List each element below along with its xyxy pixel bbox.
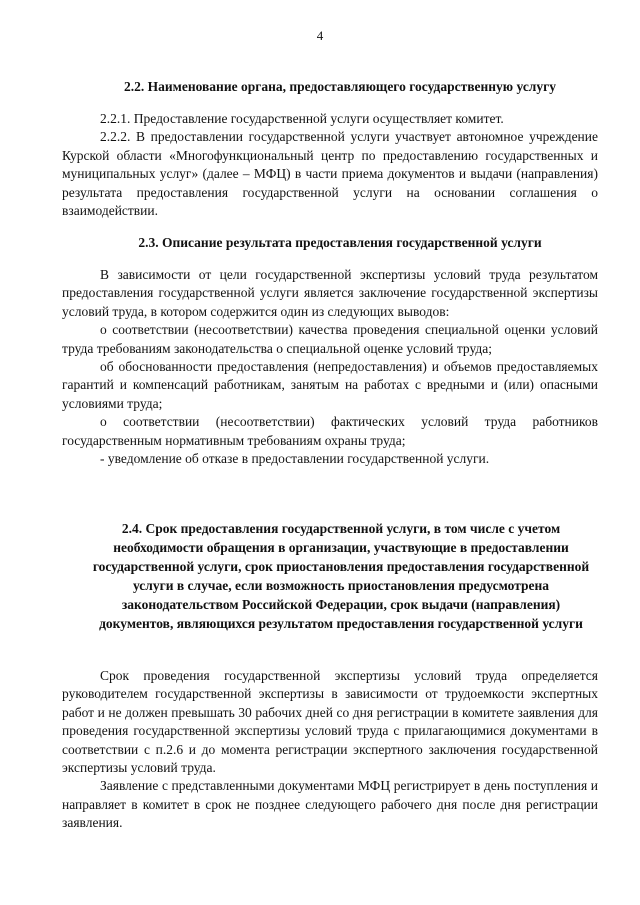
section-2-4-heading: 2.4. Срок предоставления государственной услуги, в том числе с учетом необходимости обращения в организации, участвующие в предоставлении государственной услуги, срок приостановления предоставления государственной услуги в случае, если возможность приостановления предусмотрена законодательством Российской Федерации, срок выдачи (направления) документов, являющихся результатом предоставления государственной услуги bbox=[92, 521, 590, 631]
section-2-3-heading: 2.3. Описание результата предоставления государственной услуги bbox=[138, 235, 542, 250]
paragraph-2-3-item-4: - уведомление об отказе в предоставлении государственной услуги. bbox=[100, 451, 490, 467]
paragraph-2-3-item-1: о соответствии (несоответствии) качества проведения специальной оценки условий труда требованиям законодательства о специальной оценке условий труда; bbox=[62, 322, 598, 356]
paragraph-2-3-item-2: об обоснованности предоставления (непредоставления) и объемов предоставляемых гарантий и компенсаций работникам, занятым на работах с вредными и (или) опасными условиями труда; bbox=[62, 359, 598, 411]
paragraph-2-2-2: 2.2.2. В предоставлении государственной услуги участвует автономное учреждение Курской области «Многофункциональный центр по предоставлению государственных и муниципальных услуг» (далее – МФЦ) в части приема документов и выдачи (направления) результата предоставления государственной услуги на основании соглашения о взаимодействии. bbox=[62, 129, 598, 219]
section-2-2-body bbox=[62, 110, 598, 220]
section-2-2-heading: 2.2. Наименование органа, предоставляющего государственную услугу bbox=[123, 79, 557, 94]
paragraph-2-2-1: 2.2.1. Предоставление государственной услуги осуществляет комитет. bbox=[100, 111, 504, 126]
section-2-3-body bbox=[62, 266, 598, 468]
section-2-4-body bbox=[62, 667, 598, 833]
paragraph-2-4-2: Заявление с представленными документами МФЦ регистрирует в день поступления и направляет в комитет в срок не позднее следующего рабочего дня после дня регистрации заявления. bbox=[62, 778, 598, 831]
page-number: 4 bbox=[316, 28, 324, 43]
paragraph-2-4-1: Срок проведения государственной экспертизы условий труда определяется руководителем государственной экспертизы в зависимости от трудоемкости экспертных работ и не должен превышать 30 рабочих дней со дня регистрации в комитете заявления для проведения государственной экспертизы условий труда с прилагающимися документами в соответствии с п.2.6 и до момента регистрации экспертного заключения государственной экспертизы условий труда. bbox=[62, 668, 598, 776]
paragraph-2-3-item-3: о соответствии (несоответствии) фактических условий труда работников государственным нормативным требованиям охраны труда; bbox=[62, 414, 598, 448]
paragraph-2-3-intro: В зависимости от цели государственной экспертизы условий труда результатом предоставления государственной услуги является заключение государственной экспертизы условий труда, в котором содержится один из следующих выводов: bbox=[62, 267, 598, 319]
